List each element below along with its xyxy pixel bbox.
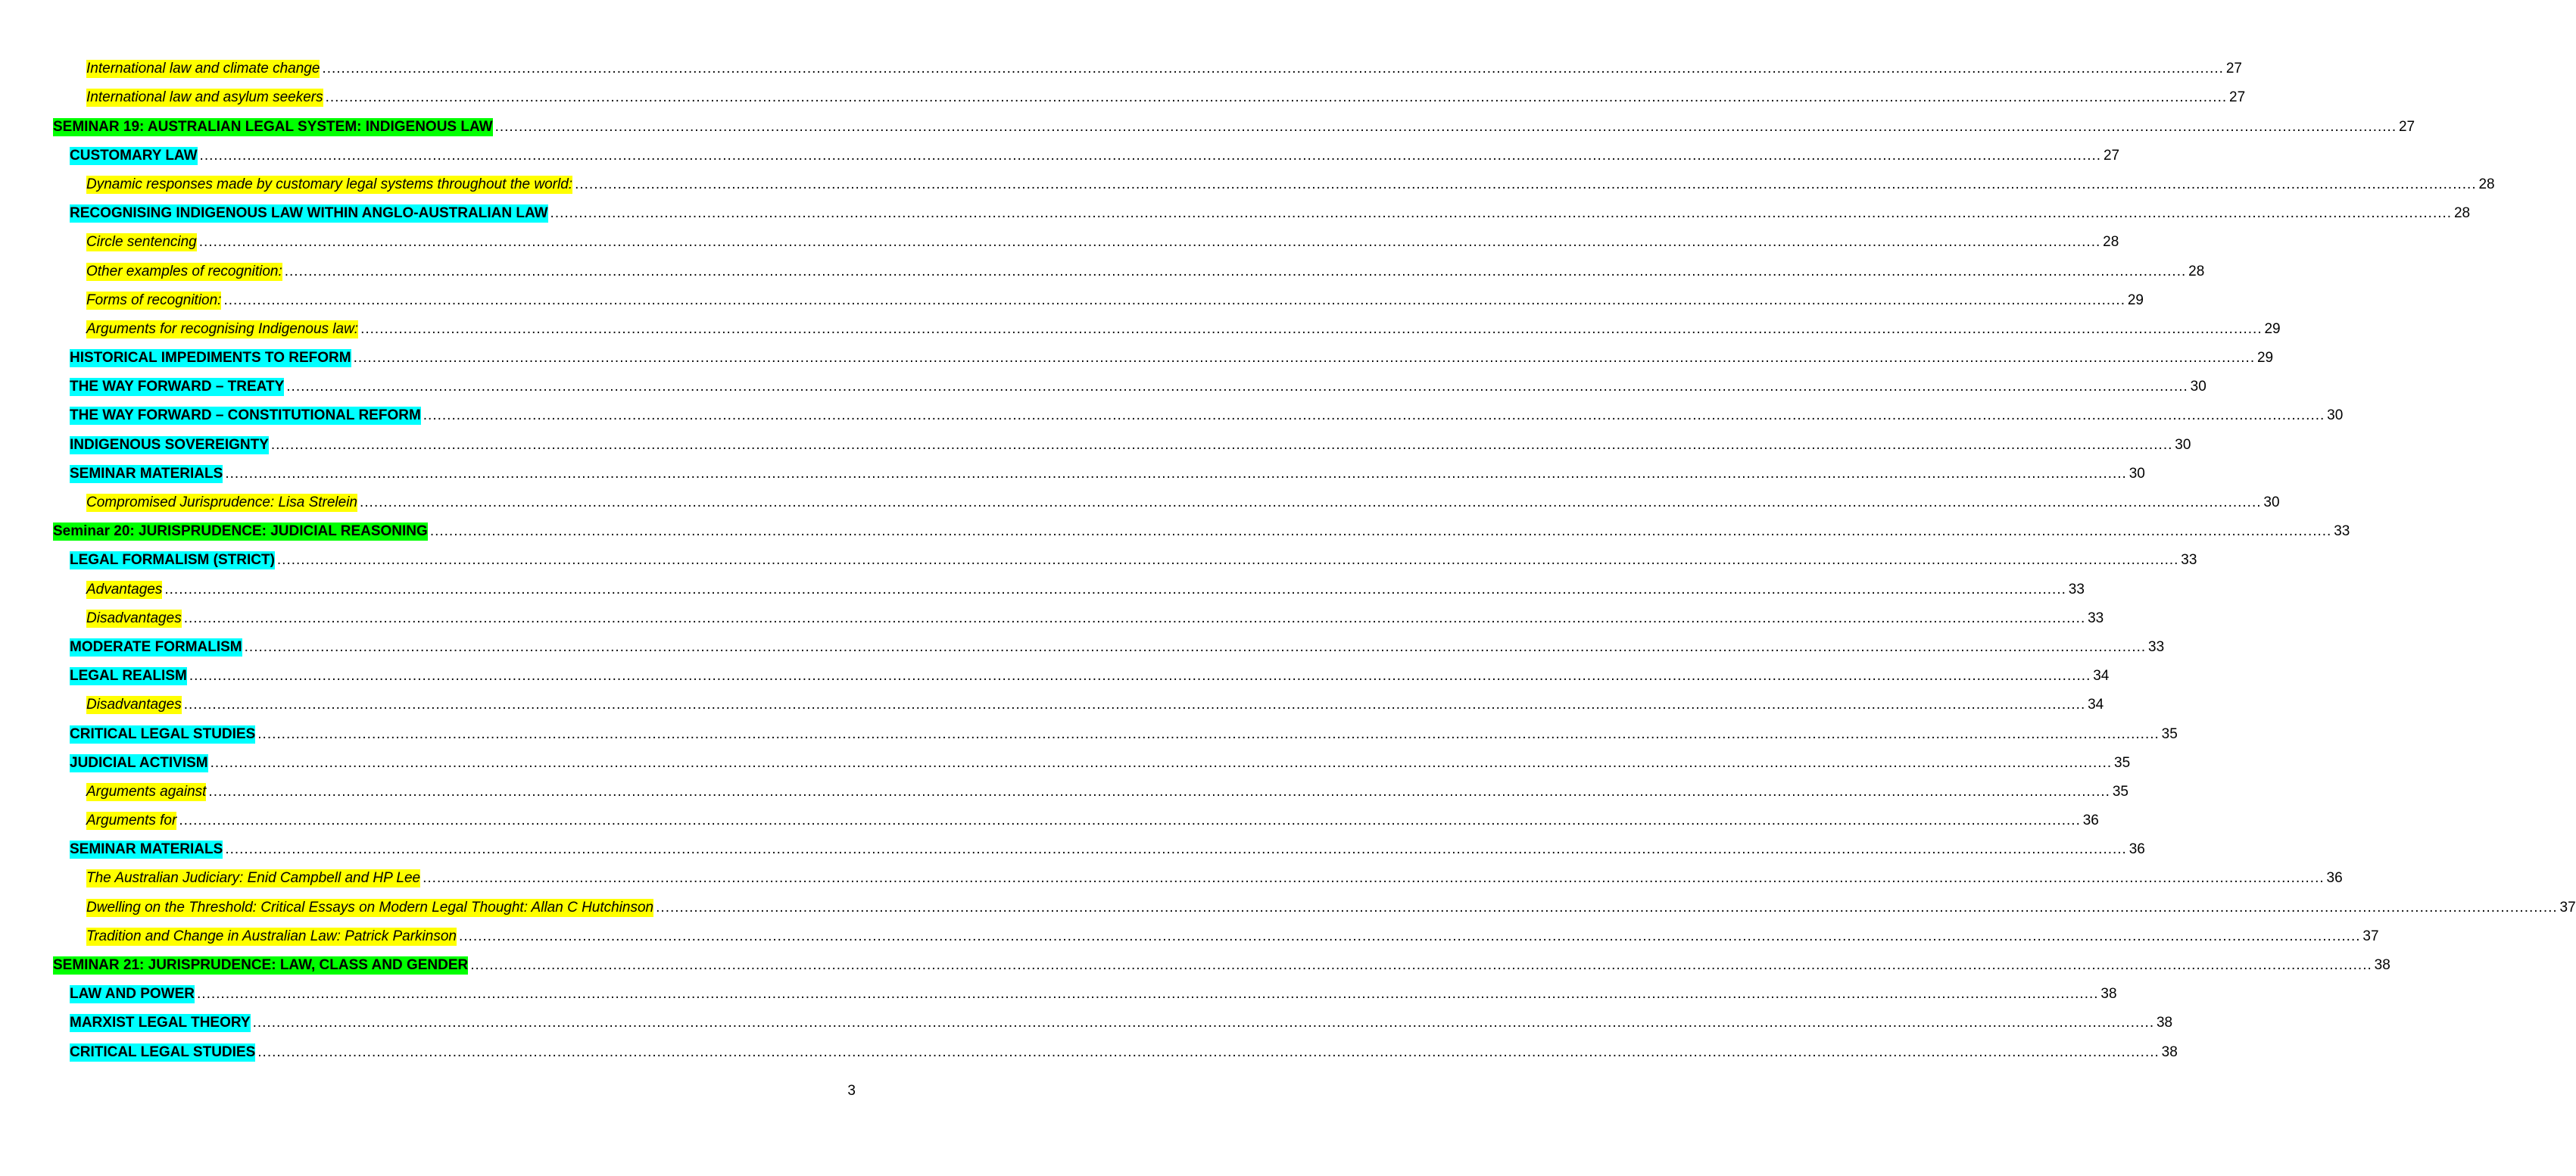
toc-dot-leader: ................................................................................................................................................................................................................................................................................................................................................................................................................ [183,697,2086,713]
toc-entry-title: CRITICAL LEGAL STUDIES [70,1043,256,1060]
toc-entry[interactable] [53,946,2390,975]
toc-dot-leader: ................................................................................................................................................................................................................................................................................................................................................................................................................ [270,436,2173,453]
toc-entry[interactable] [53,281,2144,310]
toc-entry[interactable] [53,541,2197,569]
toc-dot-leader: ................................................................................................................................................................................................................................................................................................................................................................................................................ [199,147,2102,164]
toc-entry-page: 36 [2326,870,2343,887]
toc-dot-leader: ................................................................................................................................................................................................................................................................................................................................................................................................................ [189,668,2091,685]
toc-entry-title: SEMINAR 21: JURISPRUDENCE: LAW, CLASS AND GENDER [53,957,469,973]
toc-entry-title: LEGAL REALISM [70,668,187,685]
toc-dot-leader: ................................................................................................................................................................................................................................................................................................................................................................................................................ [494,118,2397,135]
toc-entry-title: THE WAY FORWARD – CONSTITUTIONAL REFORM [70,407,421,424]
toc-entry[interactable] [53,396,2344,425]
toc-entry-page: 33 [2148,638,2165,655]
toc-dot-leader: ................................................................................................................................................................................................................................................................................................................................................................................................................ [325,89,2228,106]
toc-entry-title: Arguments for recognising Indigenous law: [86,320,359,337]
toc-entry-title: INDIGENOUS SOVEREIGNTY [70,436,269,453]
toc-entry-page: 33 [2088,610,2104,626]
toc-entry-page: 33 [2334,523,2350,540]
toc-entry-page: 38 [2161,1043,2178,1060]
toc-dot-leader: ................................................................................................................................................................................................................................................................................................................................................................................................................ [656,899,2558,916]
toc-entry[interactable] [53,338,2274,367]
toc-entry-title: Dwelling on the Threshold: Critical Essays on Modern Legal Thought: Allan C Hutchinson [86,899,654,916]
toc-dot-leader: ................................................................................................................................................................................................................................................................................................................................................................................................................ [252,1015,2155,1031]
toc-dot-leader: ................................................................................................................................................................................................................................................................................................................................................................................................................ [458,928,2361,944]
toc-entry-title: JUDICIAL ACTIVISM [70,754,208,771]
toc-entry-page: 28 [2103,234,2119,251]
toc-dot-leader: ................................................................................................................................................................................................................................................................................................................................................................................................................ [208,783,2110,800]
toc-entry-page: 35 [2112,783,2128,800]
toc-entry-page: 30 [2327,407,2344,424]
toc-entry-title: Forms of recognition: [86,292,222,308]
toc-entry-title: LAW AND POWER [70,986,195,1003]
toc-entry-title: MODERATE FORMALISM [70,638,242,655]
toc-entry-page: 27 [2398,118,2415,135]
toc-entry[interactable] [53,685,2104,714]
toc-entry-page: 27 [2103,147,2120,164]
toc-dot-leader: ................................................................................................................................................................................................................................................................................................................................................................................................................ [197,986,2099,1003]
toc-dot-leader: ................................................................................................................................................................................................................................................................................................................................................................................................................ [360,320,2263,337]
toc-entry-title: Disadvantages [86,697,182,713]
toc-entry[interactable] [53,454,2145,483]
toc-dot-leader: ................................................................................................................................................................................................................................................................................................................................................................................................................ [575,176,2477,192]
toc-entry-title: THE WAY FORWARD – TREATY [70,379,285,395]
toc-entry[interactable] [53,975,2117,1003]
toc-dot-leader: ................................................................................................................................................................................................................................................................................................................................................................................................................ [198,234,2101,251]
toc-dot-leader: ................................................................................................................................................................................................................................................................................................................................................................................................................ [353,350,2256,367]
toc-entry[interactable] [53,483,2280,512]
toc-dot-leader: ................................................................................................................................................................................................................................................................................................................................................................................................................ [179,813,2081,829]
toc-dot-leader: ................................................................................................................................................................................................................................................................................................................................................................................................................ [164,581,2066,597]
toc-entry[interactable] [53,917,2379,946]
toc-entry[interactable] [53,772,2128,801]
toc-entry[interactable] [53,569,2085,598]
toc-entry-page: 27 [2225,61,2242,77]
toc-entry-page: 29 [2256,350,2274,367]
toc-entry-page: 28 [2188,263,2205,279]
toc-dot-leader: ................................................................................................................................................................................................................................................................................................................................................................................................................ [257,725,2160,742]
toc-entry[interactable] [53,744,2131,772]
table-of-contents [53,49,2576,1062]
toc-dot-leader: ................................................................................................................................................................................................................................................................................................................................................................................................................ [244,638,2147,655]
toc-dot-leader: ................................................................................................................................................................................................................................................................................................................................................................................................................ [286,379,2188,395]
toc-entry-page: 36 [2082,813,2099,829]
toc-entry[interactable] [53,1032,2178,1061]
toc-entry[interactable] [53,830,2145,859]
toc-entry-title: Advantages [86,581,163,597]
toc-dot-leader: ................................................................................................................................................................................................................................................................................................................................................................................................................ [225,465,2127,482]
toc-entry-page: 37 [2559,899,2576,916]
toc-entry-page: 29 [2264,320,2281,337]
toc-dot-leader: ................................................................................................................................................................................................................................................................................................................................................................................................................ [423,407,2325,424]
toc-entry-page: 36 [2128,841,2145,858]
toc-entry-page: 38 [2156,1015,2173,1031]
toc-entry-page: 34 [2093,668,2110,685]
toc-entry-page: 30 [2263,494,2280,510]
toc-dot-leader: ................................................................................................................................................................................................................................................................................................................................................................................................................ [257,1043,2160,1060]
toc-entry-page: 33 [2068,581,2085,597]
toc-entry-title: Arguments for [86,813,177,829]
toc-entry-title: The Australian Judiciary: Enid Campbell and HP Lee [86,870,421,887]
toc-entry-title: HISTORICAL IMPEDIMENTS TO REFORM [70,350,351,367]
toc-entry-title: LEGAL FORMALISM (STRICT) [70,552,275,569]
toc-entry[interactable] [53,251,2205,280]
toc-dot-leader: ................................................................................................................................................................................................................................................................................................................................................................................................................ [284,263,2187,279]
toc-entry-title: MARXIST LEGAL THEORY [70,1015,251,1031]
toc-entry[interactable] [53,714,2178,743]
toc-entry-page: 33 [2181,552,2197,569]
toc-entry-title: CRITICAL LEGAL STUDIES [70,725,256,742]
toc-entry[interactable] [53,425,2191,454]
toc-entry-title: Seminar 20: JURISPRUDENCE: JUDICIAL REASONING [53,523,428,540]
toc-entry-title: Disadvantages [86,610,182,626]
toc-entry-page: 28 [2478,176,2495,192]
toc-entry-page: 30 [2128,465,2145,482]
page-number: 3 [847,1083,856,1099]
toc-entry[interactable] [53,194,2471,223]
toc-entry[interactable] [53,1003,2173,1032]
toc-entry-page: 35 [2114,754,2131,771]
toc-entry[interactable] [53,367,2206,396]
toc-entry-page: 38 [2100,986,2117,1003]
toc-entry[interactable] [53,628,2165,657]
toc-entry-page: 30 [2175,436,2191,453]
toc-entry-page: 29 [2127,292,2144,308]
toc-entry[interactable] [53,599,2104,628]
toc-dot-leader: ................................................................................................................................................................................................................................................................................................................................................................................................................ [276,552,2179,569]
toc-dot-leader: ................................................................................................................................................................................................................................................................................................................................................................................................................ [210,754,2113,771]
toc-entry-title: Other examples of recognition: [86,263,282,279]
toc-entry-title: International law and climate change [86,61,320,77]
toc-entry-page: 37 [2362,928,2379,944]
toc-entry-page: 27 [2229,89,2246,106]
toc-entry-title: International law and asylum seekers [86,89,323,106]
toc-entry[interactable] [53,107,2415,136]
toc-dot-leader: ................................................................................................................................................................................................................................................................................................................................................................................................................ [225,841,2127,858]
toc-entry-title: RECOGNISING INDIGENOUS LAW WITHIN ANGLO-AUSTRALIAN LAW [70,205,548,222]
toc-entry-title: Tradition and Change in Australian Law: Patrick Parkinson [86,928,457,944]
toc-entry[interactable] [53,165,2495,194]
toc-dot-leader: ................................................................................................................................................................................................................................................................................................................................................................................................................ [470,957,2372,973]
toc-dot-leader: ................................................................................................................................................................................................................................................................................................................................................................................................................ [429,523,2332,540]
toc-entry-page: 28 [2453,205,2471,222]
toc-entry-title: SEMINAR MATERIALS [70,841,223,858]
toc-entry-title: Arguments against [86,783,207,800]
toc-dot-leader: ................................................................................................................................................................................................................................................................................................................................................................................................................ [550,205,2453,222]
toc-entry[interactable] [53,49,2242,78]
toc-entry-page: 30 [2190,379,2206,395]
toc-dot-leader: ................................................................................................................................................................................................................................................................................................................................................................................................................ [360,494,2262,510]
toc-entry[interactable] [53,801,2099,830]
toc-entry[interactable] [53,657,2110,685]
toc-dot-leader: ................................................................................................................................................................................................................................................................................................................................................................................................................ [322,61,2224,77]
toc-dot-leader: ................................................................................................................................................................................................................................................................................................................................................................................................................ [423,870,2325,887]
toc-entry-page: 34 [2088,697,2104,713]
toc-entry-title: CUSTOMARY LAW [70,147,198,164]
toc-entry-title: Dynamic responses made by customary legal systems throughout the world: [86,176,573,192]
toc-entry[interactable] [53,136,2120,165]
toc-entry-title: SEMINAR 19: AUSTRALIAN LEGAL SYSTEM: INDIGENOUS LAW [53,118,493,135]
toc-entry-page: 38 [2374,957,2390,973]
toc-entry-title: Compromised Jurisprudence: Lisa Strelein [86,494,357,510]
toc-entry-page: 35 [2161,725,2178,742]
toc-entry[interactable] [53,859,2343,887]
toc-entry[interactable] [53,310,2281,338]
toc-entry-title: SEMINAR MATERIALS [70,465,223,482]
toc-entry[interactable] [53,887,2576,916]
toc-entry[interactable] [53,223,2119,251]
toc-entry-title: Circle sentencing [86,234,197,251]
toc-dot-leader: ................................................................................................................................................................................................................................................................................................................................................................................................................ [223,292,2125,308]
toc-entry[interactable] [53,512,2350,541]
toc-dot-leader: ................................................................................................................................................................................................................................................................................................................................................................................................................ [183,610,2086,626]
toc-entry[interactable] [53,78,2246,107]
